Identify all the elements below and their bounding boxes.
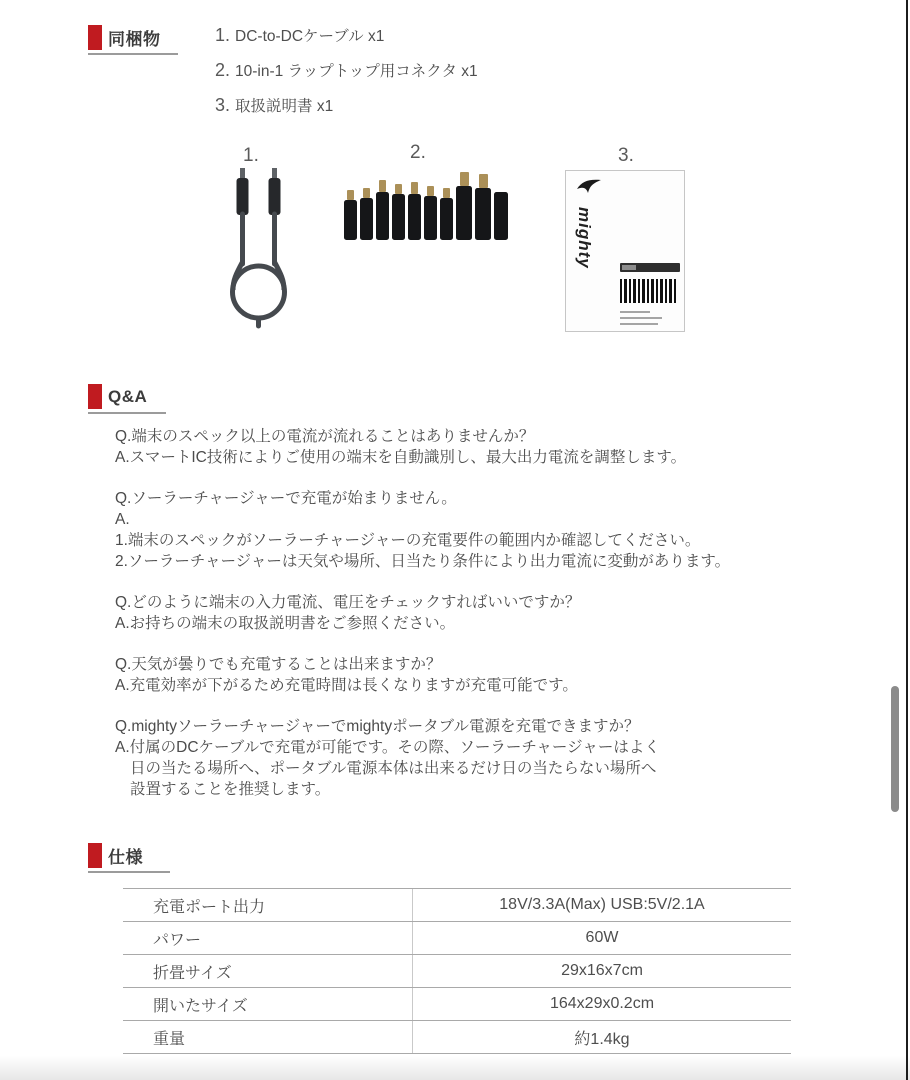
- red-marker-icon: [88, 25, 102, 50]
- bottom-shadow: [0, 1056, 910, 1080]
- red-marker-icon: [88, 843, 102, 868]
- manual-small-text-line: [620, 317, 662, 319]
- qa-block: [115, 592, 825, 634]
- connector-icon: [440, 188, 453, 240]
- connector-icon: [408, 182, 421, 240]
- item-number: 1.: [215, 25, 231, 45]
- qa-question: Q.ソーラーチャージャーで充電が始まりません。: [115, 490, 457, 507]
- connector-icon: [494, 192, 508, 240]
- spec-label: 充電ポート出力: [123, 889, 413, 921]
- manual-small-text-line: [620, 311, 650, 313]
- connector-icon: [360, 188, 373, 240]
- manual-figure: [565, 170, 685, 332]
- table-row: [123, 955, 791, 988]
- qa-answer: A.スマートIC技術によりご使用の端末を自動識別し、最大出力電流を調整します。: [115, 449, 687, 466]
- specs-section-header: [88, 843, 143, 868]
- connector-icon: [344, 190, 357, 240]
- spec-value: 18V/3.3A(Max) USB:5V/2.1A: [499, 896, 705, 913]
- manual-title-bar: [620, 263, 680, 272]
- item-label: DC-to-DCケーブル x1: [235, 28, 385, 45]
- spec-label: 折畳サイズ: [123, 955, 413, 987]
- included-items-list: [215, 24, 478, 116]
- qa-question: Q.端末のスペック以上の電流が流れることはありませんか？: [115, 428, 535, 445]
- manual-brand-text: mighty: [575, 207, 594, 269]
- connector-icon: [424, 186, 437, 240]
- included-section-header: [88, 25, 161, 50]
- scrollbar-thumb[interactable]: [891, 686, 899, 812]
- barcode-icon: [620, 279, 677, 303]
- figure-label-1: 1.: [243, 145, 259, 166]
- item-label: 取扱説明書 x1: [235, 98, 334, 115]
- spec-value: 164x29x0.2cm: [549, 995, 655, 1012]
- spec-label: パワー: [123, 922, 413, 954]
- spec-label: 開いたサイズ: [123, 988, 413, 1020]
- qa-block: [115, 654, 825, 696]
- included-heading: 同梱物: [108, 30, 161, 49]
- list-item: [215, 24, 478, 46]
- item-number: 2.: [215, 60, 231, 80]
- qa-answer: A.: [115, 511, 130, 528]
- figure-label-3: 3.: [618, 145, 634, 166]
- item-number: 3.: [215, 95, 231, 115]
- qa-block: [115, 488, 825, 572]
- qa-heading-underline: [88, 412, 166, 414]
- connector-icon: [376, 180, 389, 240]
- qa-answer: 設置することを推奨します。: [130, 781, 331, 798]
- manual-small-text-line: [620, 323, 658, 325]
- qa-answer: 日の当たる場所へ、ポータブル電源本体は出来るだけ日の当たらない場所へ: [130, 760, 657, 777]
- included-heading-underline: [88, 53, 178, 55]
- qa-question: Q.mightyソーラーチャージャーでmightyポータブル電源を充電できますか？: [115, 718, 640, 735]
- qa-answer: 1.端末のスペックがソーラーチャージャーの充電要件の範囲内か確認してください。: [115, 532, 701, 549]
- specs-heading-underline: [88, 871, 170, 873]
- red-marker-icon: [88, 384, 102, 409]
- qa-question: Q.天気が曇りでも充電することは出来ますか？: [115, 656, 442, 673]
- manual-title-tag: [622, 265, 636, 270]
- qa-section-header: [88, 384, 147, 409]
- qa-answer: A.付属のDCケーブルで充電が可能です。その際、ソーラーチャージャーはよく: [115, 739, 660, 756]
- list-item: [215, 94, 478, 116]
- spec-value: 約1.4kg: [574, 1030, 630, 1048]
- table-row: [123, 922, 791, 955]
- qa-block: [115, 716, 825, 800]
- qa-answer: A.充電効率が下がるため充電時間は長くなりますが充電可能です。: [115, 677, 578, 694]
- spec-value: 29x16x7cm: [561, 962, 643, 979]
- qa-list: [115, 426, 825, 820]
- specs-heading: 仕様: [108, 848, 143, 867]
- laptop-connectors-figure: [344, 168, 512, 240]
- qa-heading: Q&A: [108, 386, 148, 406]
- qa-block: [115, 426, 825, 468]
- qa-answer: A.お持ちの端末の取扱説明書をご参照ください。: [115, 615, 456, 632]
- connector-icon: [456, 172, 472, 240]
- table-row: [123, 889, 791, 922]
- qa-answer: 2.ソーラーチャージャーは天気や場所、日当たり条件により出力電流に変動があります。: [115, 553, 731, 570]
- table-row: [123, 988, 791, 1021]
- page-edge-line: [906, 0, 908, 1080]
- connector-icon: [392, 184, 405, 240]
- figure-label-2: 2.: [410, 142, 426, 163]
- table-row: [123, 1021, 791, 1054]
- connector-icon: [475, 174, 491, 240]
- qa-question: Q.どのように端末の入力電流、電圧をチェックすればいいですか？: [115, 594, 581, 611]
- dc-cable-image: [222, 166, 298, 334]
- brand-bird-icon: [576, 178, 602, 195]
- dc-cable-figure: [222, 166, 298, 339]
- specs-table: [123, 888, 791, 1054]
- item-label: 10-in-1 ラップトップ用コネクタ x1: [235, 63, 478, 80]
- list-item: [215, 59, 478, 81]
- spec-label: 重量: [123, 1021, 413, 1053]
- spec-value: 60W: [585, 929, 619, 946]
